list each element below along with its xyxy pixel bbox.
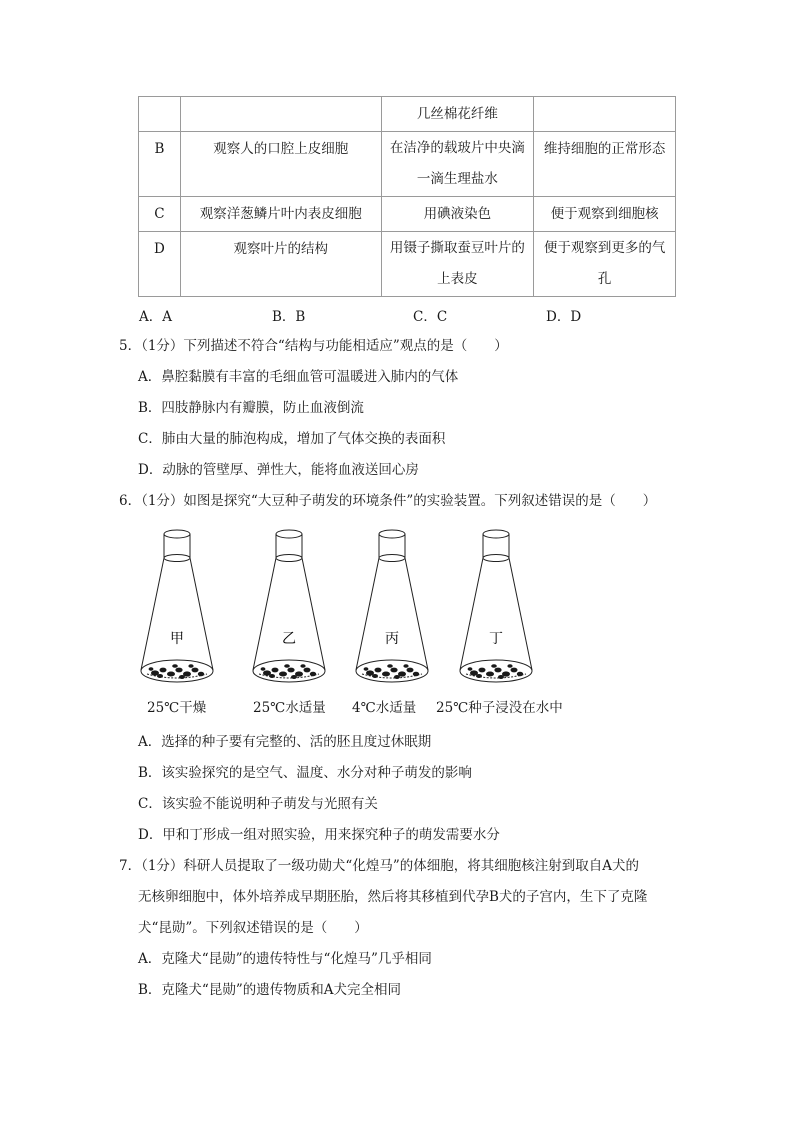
row-method: 用镊子撕取蚕豆叶片的 上表皮 bbox=[381, 232, 534, 297]
row-label: C bbox=[139, 197, 181, 232]
q7-stem-line-2: 无核卵细胞中，体外培养成早期胚胎，然后将其移植到代孕B犬的子宫内，生下了克隆 bbox=[138, 889, 648, 905]
q6-option-b: B．该实验探究的是空气、温度、水分对种子萌发的影响 bbox=[138, 765, 472, 781]
table-row bbox=[139, 97, 676, 132]
row-label bbox=[139, 97, 181, 132]
flask-label-ding: 丁 bbox=[489, 631, 503, 647]
choice-b: B．B bbox=[272, 309, 306, 325]
flask-label-jia: 甲 bbox=[170, 631, 184, 647]
flask-caption-bing: 4℃水适量 bbox=[352, 700, 417, 716]
flask-jia bbox=[141, 530, 213, 682]
q7-option-b: B．克隆犬“昆勋”的遗传物质和A犬完全相同 bbox=[138, 982, 401, 998]
q6-option-d: D．甲和丁形成一组对照实验，用来探究种子的萌发需要水分 bbox=[138, 827, 500, 843]
choice-a: A．A bbox=[139, 309, 172, 325]
flask-caption-jia: 25℃干燥 bbox=[147, 700, 207, 716]
q5-stem: 5．（1分）下列描述不符合“结构与功能相适应”观点的是（ ） bbox=[119, 338, 508, 354]
flask-caption-ding: 25℃种子浸没在水中 bbox=[436, 700, 563, 716]
q7-stem-line-3: 犬“昆勋”。下列叙述错误的是（ ） bbox=[138, 920, 368, 936]
q5-option-b: B．四肢静脉内有瓣膜，防止血液倒流 bbox=[138, 400, 364, 416]
flask-bing bbox=[356, 530, 428, 682]
q6-option-a: A．选择的种子要有完整的、活的胚且度过休眠期 bbox=[138, 734, 432, 750]
row-purpose: 便于观察到细胞核 bbox=[534, 197, 676, 232]
seed-germination-figure bbox=[140, 528, 600, 693]
row-label: B bbox=[139, 132, 181, 197]
flask-label-bing: 丙 bbox=[385, 631, 399, 647]
choice-c: C．C bbox=[413, 309, 448, 325]
row-method: 在洁净的载玻片中央滴 一滴生理盐水 bbox=[381, 132, 534, 197]
table-row bbox=[139, 232, 676, 297]
q7-stem-line-1: 7．（1分）科研人员提取了一级功勋犬“化煌马”的体细胞，将其细胞核注射到取自A犬的 bbox=[119, 858, 639, 874]
table-row bbox=[139, 132, 676, 197]
row-purpose: 便于观察到更多的气 孔 bbox=[534, 232, 676, 297]
row-purpose: 维持细胞的正常形态 bbox=[534, 132, 676, 197]
row-task: 观察人的口腔上皮细胞 bbox=[180, 132, 381, 197]
flask-ding bbox=[460, 530, 532, 682]
table-row bbox=[139, 197, 676, 232]
q5-option-d: D．动脉的管壁厚、弹性大，能将血液送回心房 bbox=[138, 462, 419, 478]
row-purpose bbox=[534, 97, 676, 132]
experiment-options-table bbox=[138, 96, 676, 297]
flask-yi bbox=[253, 530, 325, 682]
q6-stem: 6．（1分）如图是探究“大豆种子萌发的环境条件”的实验装置。下列叙述错误的是（ ） bbox=[119, 493, 657, 509]
q5-option-c: C．肺由大量的肺泡构成，增加了气体交换的表面积 bbox=[138, 431, 446, 447]
row-method: 几丝棉花纤维 bbox=[381, 97, 534, 132]
q5-option-a: A．鼻腔黏膜有丰富的毛细血管可温暖进入肺内的气体 bbox=[138, 369, 459, 385]
flask-caption-yi: 25℃水适量 bbox=[253, 700, 326, 716]
row-label: D bbox=[139, 232, 181, 297]
row-task bbox=[180, 97, 381, 132]
choice-d: D．D bbox=[546, 309, 582, 325]
flask-label-yi: 乙 bbox=[282, 631, 296, 647]
row-task: 观察叶片的结构 bbox=[180, 232, 381, 297]
q6-option-c: C．该实验不能说明种子萌发与光照有关 bbox=[138, 796, 378, 812]
row-task: 观察洋葱鳞片叶内表皮细胞 bbox=[180, 197, 381, 232]
q7-option-a: A．克隆犬“昆勋”的遗传特性与“化煌马”几乎相同 bbox=[138, 951, 432, 967]
row-method: 用碘液染色 bbox=[381, 197, 534, 232]
